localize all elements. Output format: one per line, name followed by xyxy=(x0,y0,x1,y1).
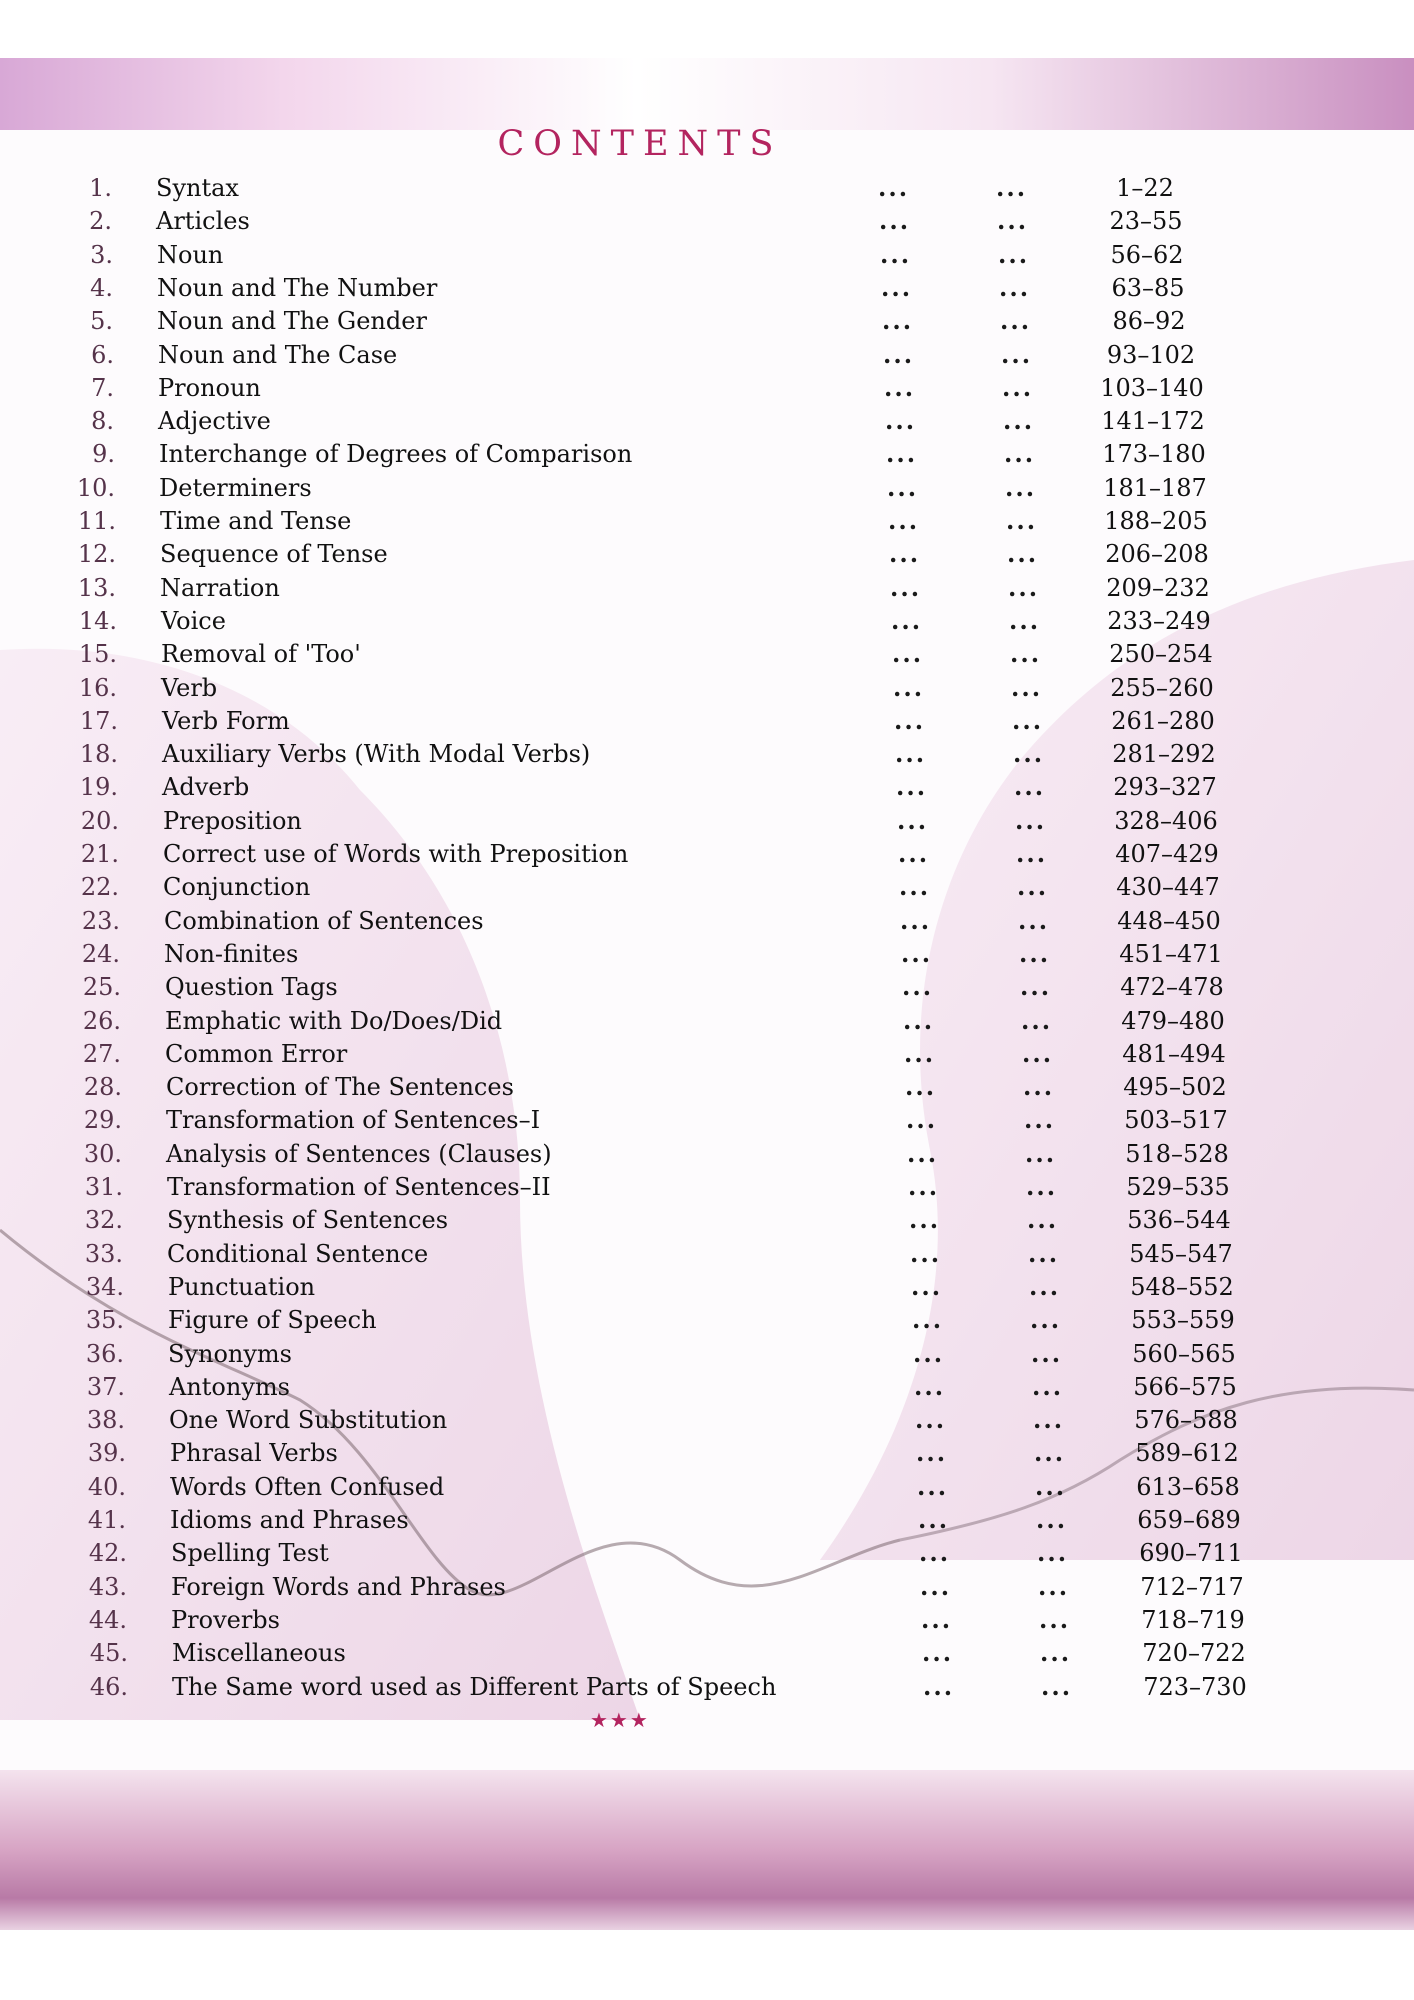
leader-dots: ... xyxy=(892,639,924,669)
leader-dots: ... xyxy=(1030,1305,1062,1335)
entry-page-range: 255–260 xyxy=(1110,673,1214,702)
toc-entry xyxy=(0,605,1414,637)
entry-number: 13. xyxy=(77,573,116,602)
leader-dots: ... xyxy=(1038,1571,1070,1601)
leader-dots: ... xyxy=(910,1238,942,1268)
entry-number: 29. xyxy=(83,1106,122,1135)
toc-entry xyxy=(0,1571,1414,1603)
entry-page-range: 690–711 xyxy=(1139,1539,1243,1568)
leader-dots: ... xyxy=(1019,938,1051,968)
leader-dots: ... xyxy=(886,439,918,469)
entry-title: Narration xyxy=(160,573,280,602)
entry-title: Question Tags xyxy=(165,973,338,1002)
leader-dots: ... xyxy=(1011,672,1043,702)
entry-number: 34. xyxy=(85,1272,124,1301)
toc-entry xyxy=(0,1038,1414,1070)
toc-entry xyxy=(0,638,1414,670)
entry-title: Correction of The Sentences xyxy=(166,1073,514,1102)
toc-entry xyxy=(0,1471,1414,1503)
toc-entry xyxy=(0,1071,1414,1103)
toc-entry xyxy=(0,705,1414,737)
toc-entry xyxy=(0,1504,1414,1536)
entry-page-range: 23–55 xyxy=(1109,207,1183,236)
leader-dots: ... xyxy=(884,372,916,402)
leader-dots: ... xyxy=(891,605,923,635)
entry-page-range: 712–717 xyxy=(1140,1572,1244,1601)
toc-entry xyxy=(0,538,1414,570)
entry-page-range: 448–450 xyxy=(1117,906,1221,935)
entry-number: 37. xyxy=(86,1372,125,1401)
leader-dots: ... xyxy=(899,872,931,902)
leader-dots: ... xyxy=(913,1338,945,1368)
entry-page-range: 407–429 xyxy=(1115,840,1219,868)
leader-dots: ... xyxy=(1023,1072,1055,1102)
entry-title: Preposition xyxy=(163,806,302,835)
entry-page-range: 613–658 xyxy=(1136,1472,1240,1501)
entry-number: 19. xyxy=(79,773,118,802)
leader-dots: ... xyxy=(1014,772,1046,802)
leader-dots: ... xyxy=(879,206,911,236)
entry-title: Pronoun xyxy=(158,373,261,402)
entry-page-range: 250–254 xyxy=(1109,640,1213,669)
entry-number: 36. xyxy=(85,1339,124,1368)
entry-number: 32. xyxy=(84,1206,123,1235)
leader-dots: ... xyxy=(921,1604,953,1634)
leader-dots: ... xyxy=(999,272,1031,302)
entry-title: Noun and The Gender xyxy=(157,307,427,336)
entry-page-range: 293–327 xyxy=(1113,773,1217,802)
leader-dots: ... xyxy=(916,1438,948,1468)
toc-entry xyxy=(0,1437,1414,1469)
toc-entry xyxy=(0,1238,1414,1270)
toc-entry xyxy=(0,938,1414,970)
leader-dots: ... xyxy=(1007,539,1039,569)
entry-number: 16. xyxy=(78,673,117,702)
entry-number: 38. xyxy=(86,1406,125,1435)
toc-entry xyxy=(0,1204,1414,1236)
toc-entry xyxy=(0,1138,1414,1170)
entry-page-range: 233–249 xyxy=(1107,606,1211,635)
entry-title: Removal of 'Too' xyxy=(161,640,361,669)
toc-entry xyxy=(0,1338,1414,1370)
entry-number: 23. xyxy=(81,906,120,935)
entry-page-range: 545–547 xyxy=(1129,1239,1233,1268)
entry-title: Articles xyxy=(156,207,250,236)
entry-title: Determiners xyxy=(159,473,312,502)
entry-title: Adverb xyxy=(162,773,250,802)
toc-entry xyxy=(0,205,1414,237)
leader-dots: ... xyxy=(903,1005,935,1035)
leader-dots: ... xyxy=(889,539,921,569)
entry-title: Noun and The Number xyxy=(157,273,438,302)
leader-dots: ... xyxy=(918,1505,950,1534)
entry-title: Combination of Sentences xyxy=(164,906,484,935)
leader-dots: ... xyxy=(890,572,922,602)
toc-entry xyxy=(0,1104,1414,1136)
entry-number: 2. xyxy=(89,207,112,236)
entry-page-range: 560–565 xyxy=(1132,1339,1236,1368)
entry-number: 46. xyxy=(89,1672,128,1701)
toc-entry xyxy=(0,738,1414,770)
leader-dots: ... xyxy=(1032,1371,1064,1401)
entry-title: Conjunction xyxy=(163,873,311,902)
entry-number: 17. xyxy=(79,706,118,735)
entry-page-range: 56–62 xyxy=(1110,240,1184,269)
leader-dots: ... xyxy=(919,1538,951,1568)
toc-entry xyxy=(0,1671,1414,1703)
leader-dots: ... xyxy=(1001,339,1033,369)
entry-title: Figure of Speech xyxy=(168,1306,377,1335)
entry-number: 30. xyxy=(83,1139,122,1168)
entry-page-range: 723–730 xyxy=(1143,1672,1247,1701)
leader-dots: ... xyxy=(885,406,917,436)
leader-dots: ... xyxy=(1024,1105,1056,1135)
entry-number: 40. xyxy=(87,1472,126,1501)
leader-dots: ... xyxy=(905,1072,937,1102)
entry-page-range: 103–140 xyxy=(1100,373,1204,402)
leader-dots: ... xyxy=(1012,705,1044,735)
leader-dots: ... xyxy=(1010,639,1042,669)
entry-number: 11. xyxy=(77,507,116,535)
leader-dots: ... xyxy=(895,739,927,769)
leader-dots: ... xyxy=(1005,472,1037,502)
toc-entry xyxy=(0,172,1414,204)
entry-page-range: 529–535 xyxy=(1126,1173,1230,1201)
entry-page-range: 503–517 xyxy=(1124,1106,1228,1135)
entry-number: 20. xyxy=(80,806,119,835)
entry-number: 3. xyxy=(90,240,113,269)
entry-title: Foreign Words and Phrases xyxy=(171,1572,506,1601)
end-mark: ★★★ xyxy=(590,1708,650,1732)
leader-dots: ... xyxy=(1006,506,1038,535)
entry-page-range: 566–575 xyxy=(1133,1372,1237,1401)
leader-dots: ... xyxy=(920,1571,952,1601)
entry-number: 35. xyxy=(85,1306,124,1335)
leader-dots: ... xyxy=(887,472,919,502)
toc-entry xyxy=(0,572,1414,604)
entry-title: Auxiliary Verbs (With Modal Verbs) xyxy=(162,740,591,769)
leader-dots: ... xyxy=(896,772,928,802)
leader-dots: ... xyxy=(915,1405,947,1435)
toc-entry xyxy=(0,1171,1414,1203)
entry-number: 5. xyxy=(90,307,113,336)
entry-title: Common Error xyxy=(165,1039,348,1068)
leader-dots: ... xyxy=(1029,1271,1061,1301)
toc-entry xyxy=(0,1371,1414,1403)
entry-number: 28. xyxy=(83,1073,122,1102)
leader-dots: ... xyxy=(1040,1638,1072,1668)
toc-entry xyxy=(0,239,1414,271)
toc-entry xyxy=(0,971,1414,1003)
leader-dots: ... xyxy=(901,938,933,968)
toc-entry xyxy=(0,305,1414,337)
entry-number: 41. xyxy=(87,1506,126,1534)
leader-dots: ... xyxy=(914,1371,946,1401)
leader-dots: ... xyxy=(894,705,926,735)
entry-number: 9. xyxy=(92,440,115,469)
entry-number: 33. xyxy=(84,1239,123,1268)
leader-dots: ... xyxy=(923,1671,955,1701)
leader-dots: ... xyxy=(898,839,930,868)
leader-dots: ... xyxy=(996,173,1028,202)
entry-title: Idioms and Phrases xyxy=(170,1506,409,1534)
toc-entry xyxy=(0,472,1414,504)
entry-page-range: 209–232 xyxy=(1106,573,1210,602)
leader-dots: ... xyxy=(1000,306,1032,336)
entry-title: One Word Substitution xyxy=(169,1406,448,1435)
page-title: CONTENTS xyxy=(497,124,783,164)
leader-dots: ... xyxy=(1004,439,1036,469)
leader-dots: ... xyxy=(888,506,920,535)
entry-number: 25. xyxy=(82,973,121,1002)
leader-dots: ... xyxy=(1036,1505,1068,1534)
entry-title: Interchange of Degrees of Comparison xyxy=(159,440,633,469)
entry-page-range: 576–588 xyxy=(1134,1406,1238,1435)
entry-page-range: 188–205 xyxy=(1104,507,1208,535)
leader-dots: ... xyxy=(922,1638,954,1668)
leader-dots: ... xyxy=(883,339,915,369)
entry-title: Syntax xyxy=(156,174,239,202)
toc-entry xyxy=(0,405,1414,437)
entry-number: 43. xyxy=(88,1572,127,1601)
leader-dots: ... xyxy=(908,1172,940,1201)
entry-page-range: 718–719 xyxy=(1141,1605,1245,1634)
leader-dots: ... xyxy=(1017,872,1049,902)
leader-dots: ... xyxy=(878,173,910,202)
leader-dots: ... xyxy=(1026,1172,1058,1201)
entry-title: Miscellaneous xyxy=(172,1639,346,1668)
entry-page-range: 589–612 xyxy=(1135,1439,1239,1468)
entry-title: The Same word used as Different Parts of Speech xyxy=(172,1672,777,1701)
entry-title: Correct use of Words with Preposition xyxy=(163,840,629,868)
leader-dots: ... xyxy=(1008,572,1040,602)
entry-number: 4. xyxy=(90,273,113,302)
leader-dots: ... xyxy=(917,1471,949,1501)
leader-dots: ... xyxy=(998,239,1030,269)
entry-title: Sequence of Tense xyxy=(160,540,388,569)
toc-entry xyxy=(0,1304,1414,1336)
leader-dots: ... xyxy=(1035,1471,1067,1501)
leader-dots: ... xyxy=(1002,372,1034,402)
toc-entry xyxy=(0,1637,1414,1669)
leader-dots: ... xyxy=(1020,972,1052,1002)
leader-dots: ... xyxy=(909,1205,941,1235)
leader-dots: ... xyxy=(881,272,913,302)
entry-title: Analysis of Sentences (Clauses) xyxy=(166,1139,552,1168)
entry-title: Punctuation xyxy=(168,1272,316,1301)
leader-dots: ... xyxy=(897,805,929,835)
toc-entry xyxy=(0,1537,1414,1569)
leader-dots: ... xyxy=(997,206,1029,236)
leader-dots: ... xyxy=(911,1271,943,1301)
entry-title: Voice xyxy=(161,606,226,635)
entry-page-range: 518–528 xyxy=(1125,1139,1229,1168)
leader-dots: ... xyxy=(1033,1405,1065,1435)
leader-dots: ... xyxy=(900,905,932,935)
toc-entry xyxy=(0,838,1414,870)
entry-number: 7. xyxy=(91,373,114,402)
entry-number: 12. xyxy=(77,540,116,569)
entry-page-range: 472–478 xyxy=(1120,973,1224,1002)
entry-page-range: 141–172 xyxy=(1101,407,1205,436)
entry-page-range: 93–102 xyxy=(1106,340,1196,369)
toc-entry xyxy=(0,672,1414,704)
entry-title: Noun xyxy=(157,240,224,269)
toc-entry xyxy=(0,805,1414,837)
leader-dots: ... xyxy=(906,1105,938,1135)
entry-page-range: 430–447 xyxy=(1116,873,1220,902)
entry-title: Spelling Test xyxy=(171,1539,329,1568)
leader-dots: ... xyxy=(1041,1671,1073,1701)
entry-title: Synthesis of Sentences xyxy=(167,1206,449,1235)
entry-title: Non-finites xyxy=(164,939,299,968)
entry-page-range: 63–85 xyxy=(1111,273,1185,302)
leader-dots: ... xyxy=(1003,406,1035,436)
leader-dots: ... xyxy=(904,1038,936,1068)
leader-dots: ... xyxy=(880,239,912,269)
leader-dots: ... xyxy=(893,672,925,702)
leader-dots: ... xyxy=(907,1138,939,1168)
toc-entry xyxy=(0,272,1414,304)
entry-title: Adjective xyxy=(158,407,271,436)
entry-number: 42. xyxy=(88,1539,127,1568)
entry-page-range: 451–471 xyxy=(1119,939,1223,968)
toc-entry xyxy=(0,372,1414,404)
entry-title: Time and Tense xyxy=(160,507,352,535)
entry-title: Phrasal Verbs xyxy=(170,1439,338,1468)
entry-title: Emphatic with Do/Does/Did xyxy=(165,1006,503,1035)
leader-dots: ... xyxy=(1015,805,1047,835)
entry-number: 26. xyxy=(82,1006,121,1035)
entry-title: Antonyms xyxy=(169,1372,290,1401)
leader-dots: ... xyxy=(1013,739,1045,769)
leader-dots: ... xyxy=(1034,1438,1066,1468)
toc-entry xyxy=(0,1604,1414,1636)
entry-title: Conditional Sentence xyxy=(167,1239,429,1268)
entry-page-range: 206–208 xyxy=(1105,540,1209,569)
entry-number: 21. xyxy=(80,840,119,868)
entry-number: 27. xyxy=(82,1039,121,1068)
entry-page-range: 548–552 xyxy=(1130,1272,1234,1301)
leader-dots: ... xyxy=(1025,1138,1057,1168)
leader-dots: ... xyxy=(1018,905,1050,935)
entry-page-range: 479–480 xyxy=(1121,1006,1225,1035)
entry-number: 14. xyxy=(78,606,117,635)
leader-dots: ... xyxy=(1037,1538,1069,1568)
leader-dots: ... xyxy=(1022,1038,1054,1068)
entry-number: 15. xyxy=(78,640,117,669)
toc-entry xyxy=(0,505,1414,537)
entry-number: 6. xyxy=(91,340,114,369)
entry-number: 8. xyxy=(91,407,114,436)
toc-entry xyxy=(0,905,1414,937)
toc-entry xyxy=(0,771,1414,803)
entry-number: 45. xyxy=(89,1639,128,1668)
entry-number: 44. xyxy=(88,1605,127,1634)
entry-number: 22. xyxy=(80,873,119,902)
leader-dots: ... xyxy=(1016,839,1048,868)
entry-number: 24. xyxy=(81,939,120,968)
entry-title: Transformation of Sentences–II xyxy=(167,1173,551,1201)
entry-title: Words Often Confused xyxy=(170,1472,445,1501)
entry-page-range: 181–187 xyxy=(1103,473,1207,502)
leader-dots: ... xyxy=(1031,1338,1063,1368)
entry-page-range: 1–22 xyxy=(1116,174,1174,202)
entry-page-range: 86–92 xyxy=(1112,307,1186,336)
toc-entry xyxy=(0,1271,1414,1303)
leader-dots: ... xyxy=(1009,605,1041,635)
entry-title: Transformation of Sentences–I xyxy=(166,1106,541,1135)
toc-entry xyxy=(0,438,1414,470)
leader-dots: ... xyxy=(1021,1005,1053,1035)
toc-entry xyxy=(0,1005,1414,1037)
entry-page-range: 261–280 xyxy=(1111,706,1215,735)
leader-dots: ... xyxy=(1039,1604,1071,1634)
leader-dots: ... xyxy=(882,306,914,336)
entry-title: Noun and The Case xyxy=(158,340,398,369)
leader-dots: ... xyxy=(912,1305,944,1335)
entry-page-range: 481–494 xyxy=(1122,1039,1226,1068)
toc-entry xyxy=(0,339,1414,371)
entry-title: Verb xyxy=(161,673,218,702)
toc-entry xyxy=(0,1404,1414,1436)
entry-title: Synonyms xyxy=(168,1339,292,1368)
entry-page-range: 328–406 xyxy=(1114,806,1218,835)
entry-number: 31. xyxy=(84,1173,123,1201)
entry-page-range: 659–689 xyxy=(1137,1506,1241,1534)
entry-number: 10. xyxy=(76,473,115,502)
toc-entry xyxy=(0,871,1414,903)
entry-title: Proverbs xyxy=(171,1605,280,1634)
leader-dots: ... xyxy=(902,972,934,1002)
entry-page-range: 553–559 xyxy=(1131,1306,1235,1335)
entry-title: Verb Form xyxy=(162,706,290,735)
entry-page-range: 720–722 xyxy=(1142,1639,1246,1668)
leader-dots: ... xyxy=(1027,1205,1059,1235)
leader-dots: ... xyxy=(1028,1238,1060,1268)
entry-page-range: 536–544 xyxy=(1127,1206,1231,1235)
entry-number: 39. xyxy=(87,1439,126,1468)
entry-number: 18. xyxy=(79,740,118,769)
entry-page-range: 281–292 xyxy=(1112,740,1216,769)
entry-number: 1. xyxy=(89,174,112,202)
entry-page-range: 173–180 xyxy=(1102,440,1206,469)
entry-page-range: 495–502 xyxy=(1123,1073,1227,1102)
